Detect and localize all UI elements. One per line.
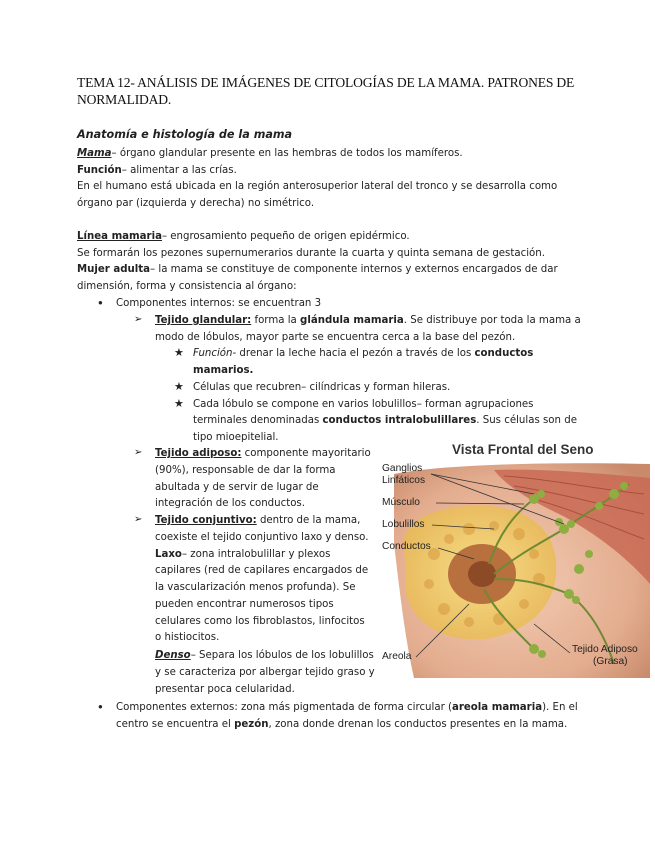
term-laxo: Laxo (155, 549, 182, 560)
glandular-line-2: modo de lóbulos, mayor parte se encuentra cerca a la base del pezón. (155, 332, 516, 343)
conjuntivo-line-1 (155, 513, 360, 530)
figure-title: Vista Frontal del Seno (452, 442, 594, 457)
term-glandular: Tejido glandular: (155, 315, 252, 326)
paragraph-pezones: Se formarán los pezones supernumerarios durante la cuarta y quinta semana de gestación. (77, 248, 545, 259)
star-bullet-icon: ★ (174, 347, 184, 359)
externos-text-2a: centro se encuentra el (116, 719, 235, 730)
bullet-dot-icon: ● (98, 298, 103, 307)
paragraph-mama (77, 146, 463, 163)
text-mujer-adulta-1: – la mama se constituye de componente internos y externos encargados de dar (150, 264, 558, 275)
label-tejido-adiposo: Tejido Adiposo (572, 644, 638, 655)
externos-line-1 (116, 700, 578, 717)
title-line-1: TEMA 12- ANÁLISIS DE IMÁGENES DE CITOLOGÍAS DE LA MAMA. PATRONES DE (77, 75, 575, 90)
externos-bold-pezon: pezón (234, 719, 269, 730)
list-item-internos: Componentes internos: se encuentran 3 (116, 298, 322, 309)
document-title (77, 74, 597, 108)
laxo-line-1 (155, 547, 330, 564)
title-line-2: NORMALIDAD. (77, 92, 172, 107)
paragraph-mujer-adulta-2: dimensión, forma y consistencia al órgano: (77, 281, 297, 292)
externos-text-a: Componentes externos: zona más pigmentada de forma circular ( (116, 702, 452, 713)
adiposo-line-2: (90%), responsable de dar la forma (155, 465, 336, 476)
glandular-text-c: . Se distribuye por toda la mama a (403, 315, 581, 326)
label-linfaticos: Linfáticos (382, 475, 426, 486)
laxo-line-5: celulares como los fibroblastos, linfocitos (155, 616, 365, 627)
text-mama: – órgano glandular presente en las hembras de todos los mamíferos. (111, 148, 463, 159)
star-lobulo-bold: conductos intralobulillares (322, 415, 477, 426)
glandular-line-1 (155, 313, 581, 330)
text-funcion: – alimentar a las crías. (121, 165, 237, 176)
nipple-shape (468, 561, 496, 587)
star-lobulo-line-1: Cada lóbulo se compone en varios lobulillos– forman agrupaciones (193, 399, 534, 410)
term-denso: Denso (155, 650, 191, 661)
denso-line-1 (155, 648, 374, 665)
star-funcion-bold-1: conductos (474, 348, 534, 359)
label-conductos: Conductos (382, 541, 431, 552)
label-musculo: Músculo (382, 497, 420, 508)
adiposo-text-1: componente mayoritario (241, 448, 371, 459)
section-heading: Anatomía e histología de la mama (77, 128, 293, 141)
term-mama: Mama (77, 148, 112, 159)
paragraph-humano-1: En el humano está ubicada en la región anterosuperior lateral del tronco y se desarrolla como (77, 181, 558, 192)
label-lobulillos: Lobulillos (382, 519, 425, 530)
star-funcion-text: - drenar la leche hacia el pezón a través de los (232, 348, 475, 359)
paragraph-humano-2: órgano par (izquierda y derecha) no simétrico. (77, 198, 315, 209)
star-lobulo-line-3: tipo mioepitelial. (193, 432, 279, 443)
laxo-line-2: capilares (red de capilares encargados de (155, 565, 369, 576)
label-areola: Areola (382, 651, 412, 662)
star-funcion-line-2: mamarios. (193, 365, 254, 376)
term-mujer-adulta: Mujer adulta (77, 264, 151, 275)
externos-text-2c: , zona donde drenan los conductos presentes en la mama. (268, 719, 568, 730)
arrow-bullet-icon: ➢ (134, 514, 143, 525)
star-funcion-line-1 (193, 346, 533, 363)
paragraph-linea-mamaria (77, 229, 410, 246)
arrow-bullet-icon: ➢ (134, 447, 143, 458)
adiposo-line-3: abultada y de servir de lugar de (155, 482, 319, 493)
star-lobulo-text-a: terminales denominadas (193, 415, 323, 426)
label-grasa: (Grasa) (593, 656, 628, 667)
denso-line-3: presentar poca celularidad. (155, 684, 295, 695)
adiposo-line-4: integración de los conductos. (155, 498, 305, 509)
star-funcion-term: Función (193, 348, 233, 359)
conjuntivo-line-2: coexiste el tejido conjuntivo laxo y denso. (155, 532, 369, 543)
bullet-dot-icon: ● (98, 702, 103, 711)
term-linea-mamaria: Línea mamaria (77, 231, 162, 242)
text-linea-mamaria: – engrosamiento pequeño de origen epidérmico. (161, 231, 410, 242)
conjuntivo-text-1: dentro de la mama, (256, 515, 361, 526)
arrow-bullet-icon: ➢ (134, 314, 143, 325)
paragraph-mujer-adulta-1 (77, 262, 558, 279)
laxo-line-6: o histiocitos. (155, 632, 220, 643)
glandular-bold: glándula mamaria (300, 315, 404, 326)
star-celulas: Células que recubren– cilíndricas y forman hileras. (193, 382, 451, 393)
laxo-text-1: – zona intralobulillar y plexos (181, 549, 331, 560)
glandular-text-a: forma la (251, 315, 301, 326)
star-lobulo-text-c: . Sus células son de (476, 415, 577, 426)
paragraph-funcion (77, 163, 237, 180)
externos-line-2 (116, 717, 567, 734)
term-conjuntivo: Tejido conjuntivo: (155, 515, 257, 526)
denso-text-1: – Separa los lóbulos de los lobulillos (190, 650, 374, 661)
term-adiposo: Tejido adiposo: (155, 448, 242, 459)
label-ganglios: Ganglios (382, 463, 423, 474)
externos-text-c: ). En el (542, 702, 578, 713)
star-bullet-icon: ★ (174, 398, 184, 410)
externos-bold-areola: areola mamaria (451, 702, 543, 713)
laxo-line-4: pueden encontrar numerosos tipos (155, 599, 334, 610)
star-bullet-icon: ★ (174, 381, 184, 393)
denso-line-2: y se caracteriza por albergar tejido graso y (155, 667, 375, 678)
breast-anatomy-figure (374, 434, 650, 678)
term-funcion: Función (77, 165, 122, 176)
laxo-line-3: la vascularización menos profunda). Se (155, 582, 356, 593)
star-lobulo-line-2 (193, 413, 577, 430)
adiposo-line-1 (155, 446, 371, 463)
